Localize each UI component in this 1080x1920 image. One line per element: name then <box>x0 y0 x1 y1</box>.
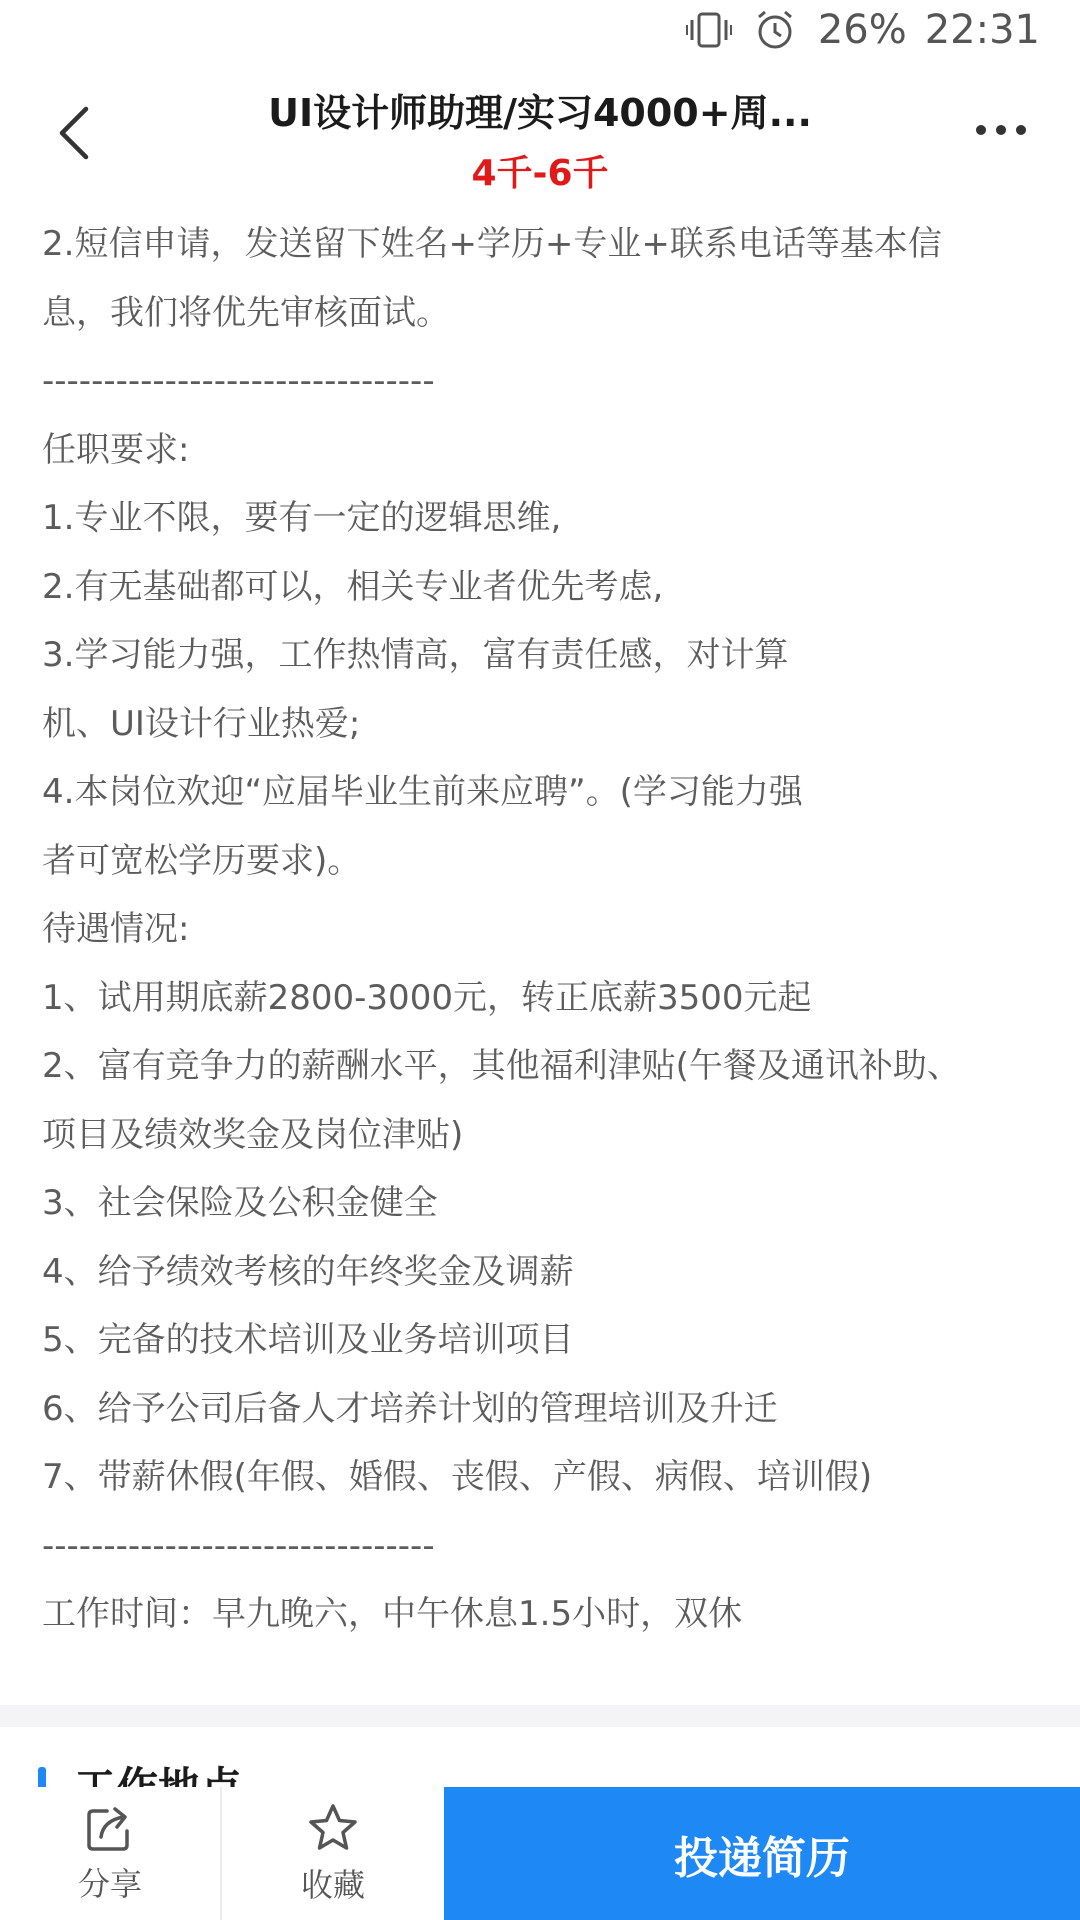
back-button[interactable] <box>44 98 104 168</box>
description-line: 1.专业不限，要有一定的逻辑思维, <box>42 498 562 538</box>
description-line: 者可宽松学历要求)。 <box>42 840 362 881</box>
title-block <box>150 82 930 196</box>
description-line: 2、富有竞争力的薪酬水平，其他福利津贴(午餐及通讯补助、 <box>42 1046 961 1086</box>
more-dots-icon <box>975 124 1027 136</box>
share-icon <box>85 1803 135 1853</box>
description-line: 7、带薪休假(年假、婚假、丧假、产假、病假、培训假) <box>42 1457 873 1497</box>
section-divider <box>0 1705 1080 1727</box>
clock: 22:31 <box>924 7 1040 53</box>
description-line: 4.本岗位欢迎“应届毕业生前来应聘”。(学习能力强 <box>42 772 803 812</box>
description-line: 4、给予绩效考核的年终奖金及调薪 <box>42 1251 574 1292</box>
salary-range: 4千-6千 <box>471 153 609 194</box>
description-line: 待遇情况: <box>42 909 190 949</box>
description-line: -------------------------------- <box>42 1525 435 1566</box>
description-line: 2.短信申请，发送留下姓名+学历+专业+联系电话等基本信 <box>42 224 942 264</box>
description-line: 任职要求: <box>42 429 190 470</box>
more-button[interactable] <box>966 100 1036 160</box>
description-line: -------------------------------- <box>42 361 435 401</box>
description-line: 机、UI设计行业热爱; <box>42 703 361 744</box>
work-location-section <box>0 1727 1080 1787</box>
description-line: 5、完备的技术培训及业务培训项目 <box>42 1320 574 1360</box>
description-line: 3.学习能力强，工作热情高，富有责任感，对计算 <box>42 635 789 675</box>
bottom-action-bar <box>0 1787 1080 1920</box>
status-bar <box>0 0 1080 60</box>
description-line: 6、给予公司后备人才培养计划的管理培训及升迁 <box>42 1388 778 1429</box>
job-description <box>42 210 1042 1649</box>
description-line: 工作时间：早九晚六，中午休息1.5小时，双休 <box>42 1594 743 1634</box>
share-button[interactable] <box>0 1787 222 1920</box>
description-line: 息，我们将优先审核面试。 <box>42 292 450 333</box>
description-line: 2.有无基础都可以，相关专业者优先考虑, <box>42 566 664 607</box>
favorite-button[interactable] <box>222 1787 444 1920</box>
page-title: UI设计师助理/实习4000+周... <box>268 91 812 135</box>
nav-bar <box>0 60 1080 200</box>
favorite-label: 收藏 <box>300 1865 365 1904</box>
vibrate-icon <box>686 10 732 50</box>
back-chevron-icon <box>56 105 92 161</box>
battery-level: 26% <box>817 7 907 53</box>
description-line: 3、社会保险及公积金健全 <box>42 1183 438 1223</box>
alarm-icon <box>754 9 796 51</box>
share-label: 分享 <box>77 1864 142 1903</box>
apply-resume-button[interactable]: 投递简历 <box>444 1787 1080 1920</box>
description-line: 1、试用期底薪2800-3000元，转正底薪3500元起 <box>42 977 812 1018</box>
star-icon <box>306 1802 360 1854</box>
description-line: 项目及绩效奖金及岗位津贴) <box>42 1114 464 1155</box>
